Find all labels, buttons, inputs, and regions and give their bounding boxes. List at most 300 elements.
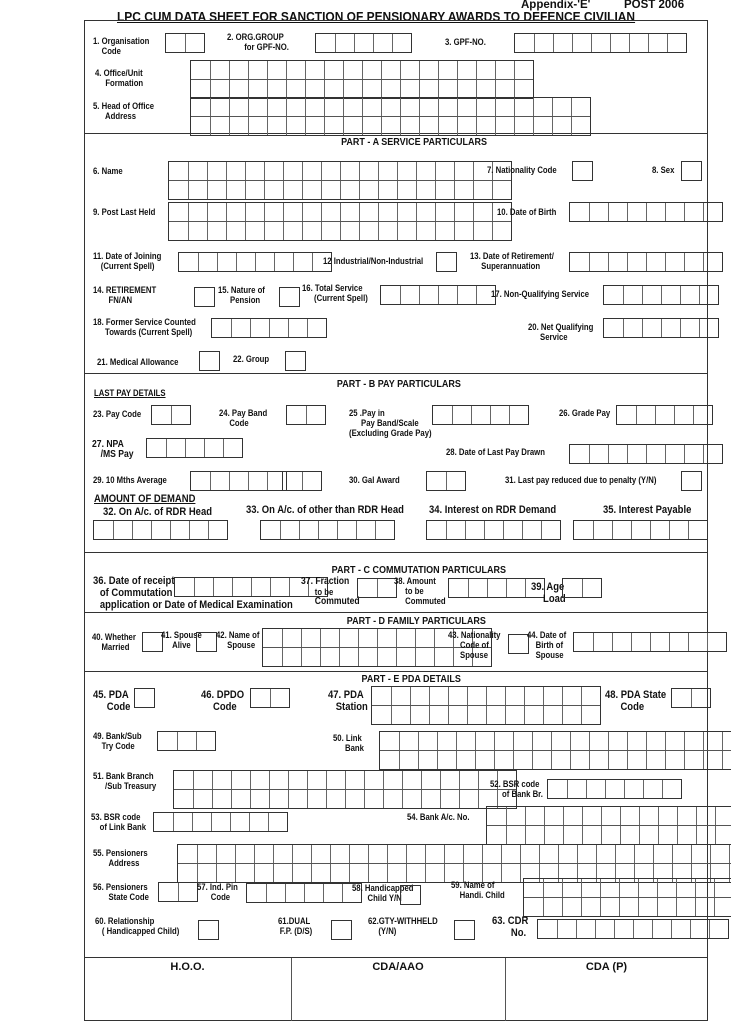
char-box[interactable] xyxy=(563,579,582,597)
former-service-boxes[interactable] xyxy=(211,318,327,338)
spouse-dob-boxes[interactable] xyxy=(573,632,727,652)
char-box[interactable] xyxy=(612,521,631,539)
char-box[interactable] xyxy=(311,845,330,863)
char-box[interactable] xyxy=(570,203,589,221)
char-box[interactable] xyxy=(620,807,639,825)
char-box[interactable] xyxy=(213,578,232,596)
char-box[interactable] xyxy=(642,319,661,337)
char-box[interactable] xyxy=(323,884,342,902)
char-box[interactable] xyxy=(400,80,419,98)
char-box[interactable] xyxy=(524,687,543,705)
gpf-no-boxes[interactable] xyxy=(514,33,687,53)
head-of-office-boxes[interactable] xyxy=(190,97,591,136)
char-box[interactable] xyxy=(600,898,619,916)
char-box[interactable] xyxy=(199,921,218,939)
link-bank-boxes[interactable] xyxy=(379,731,731,770)
char-box[interactable] xyxy=(427,472,446,490)
char-box[interactable] xyxy=(274,253,293,271)
char-box[interactable] xyxy=(400,98,419,116)
char-box[interactable] xyxy=(638,879,657,897)
char-box[interactable] xyxy=(665,732,684,750)
char-box[interactable] xyxy=(482,845,501,863)
char-box[interactable] xyxy=(624,780,643,798)
char-box[interactable] xyxy=(378,222,397,240)
char-box[interactable] xyxy=(658,807,677,825)
char-box[interactable] xyxy=(402,790,421,808)
char-box[interactable] xyxy=(684,732,703,750)
char-box[interactable] xyxy=(188,181,207,199)
char-box[interactable] xyxy=(216,864,235,882)
char-box[interactable] xyxy=(604,319,623,337)
char-box[interactable] xyxy=(280,288,299,306)
char-box[interactable] xyxy=(534,34,553,52)
char-box[interactable] xyxy=(435,203,454,221)
char-box[interactable] xyxy=(595,920,614,938)
char-box[interactable] xyxy=(152,406,171,424)
char-box[interactable] xyxy=(381,286,400,304)
char-box[interactable] xyxy=(151,521,170,539)
char-box[interactable] xyxy=(345,771,364,789)
char-box[interactable] xyxy=(286,80,305,98)
char-box[interactable] xyxy=(506,807,525,825)
char-box[interactable] xyxy=(337,521,356,539)
char-box[interactable] xyxy=(364,771,383,789)
char-box[interactable] xyxy=(302,222,321,240)
char-box[interactable] xyxy=(402,771,421,789)
char-box[interactable] xyxy=(381,98,400,116)
char-box[interactable] xyxy=(577,845,596,863)
char-box[interactable] xyxy=(375,521,394,539)
char-box[interactable] xyxy=(185,439,204,457)
char-box[interactable] xyxy=(254,864,273,882)
net-qualifying-service-boxes[interactable] xyxy=(603,318,719,338)
char-box[interactable] xyxy=(113,521,132,539)
char-box[interactable] xyxy=(448,706,467,724)
char-box[interactable] xyxy=(593,521,612,539)
handicapped-child-name-boxes[interactable] xyxy=(523,878,731,917)
char-box[interactable] xyxy=(356,521,375,539)
char-box[interactable] xyxy=(318,521,337,539)
handicapped-child-box[interactable] xyxy=(400,885,421,905)
char-box[interactable] xyxy=(301,648,320,666)
char-box[interactable] xyxy=(676,879,695,897)
char-box[interactable] xyxy=(646,751,665,769)
char-box[interactable] xyxy=(586,780,605,798)
char-box[interactable] xyxy=(343,61,362,79)
char-box[interactable] xyxy=(684,253,703,271)
char-box[interactable] xyxy=(299,521,318,539)
char-box[interactable] xyxy=(273,845,292,863)
char-box[interactable] xyxy=(212,771,231,789)
char-box[interactable] xyxy=(267,61,286,79)
char-box[interactable] xyxy=(207,222,226,240)
char-box[interactable] xyxy=(174,790,193,808)
10-months-average-boxes[interactable] xyxy=(190,471,287,491)
char-box[interactable] xyxy=(268,813,287,831)
char-box[interactable] xyxy=(633,920,652,938)
char-box[interactable] xyxy=(494,751,513,769)
char-box[interactable] xyxy=(446,472,465,490)
char-box[interactable] xyxy=(415,648,434,666)
char-box[interactable] xyxy=(207,162,226,180)
char-box[interactable] xyxy=(570,732,589,750)
char-box[interactable] xyxy=(437,751,456,769)
char-box[interactable] xyxy=(703,751,722,769)
char-box[interactable] xyxy=(282,648,301,666)
group-box[interactable] xyxy=(285,351,306,371)
char-box[interactable] xyxy=(615,845,634,863)
char-box[interactable] xyxy=(292,864,311,882)
retirement-fn-an-box[interactable] xyxy=(194,287,215,307)
char-box[interactable] xyxy=(438,117,457,135)
char-box[interactable] xyxy=(614,920,633,938)
char-box[interactable] xyxy=(397,181,416,199)
char-box[interactable] xyxy=(196,732,215,750)
char-box[interactable] xyxy=(581,706,600,724)
char-box[interactable] xyxy=(226,222,245,240)
char-box[interactable] xyxy=(543,687,562,705)
char-box[interactable] xyxy=(691,845,710,863)
char-box[interactable] xyxy=(487,807,506,825)
char-box[interactable] xyxy=(667,34,686,52)
char-box[interactable] xyxy=(627,203,646,221)
char-box[interactable] xyxy=(435,222,454,240)
char-box[interactable] xyxy=(236,253,255,271)
char-box[interactable] xyxy=(495,117,514,135)
char-box[interactable] xyxy=(267,117,286,135)
char-box[interactable] xyxy=(524,879,543,897)
char-box[interactable] xyxy=(169,222,188,240)
industrial-box[interactable] xyxy=(436,252,457,272)
char-box[interactable] xyxy=(581,898,600,916)
char-box[interactable] xyxy=(381,80,400,98)
char-box[interactable] xyxy=(495,80,514,98)
char-box[interactable] xyxy=(494,732,513,750)
char-box[interactable] xyxy=(293,253,312,271)
char-box[interactable] xyxy=(200,352,219,370)
char-box[interactable] xyxy=(340,203,359,221)
char-box[interactable] xyxy=(658,826,677,844)
char-box[interactable] xyxy=(191,61,210,79)
char-box[interactable] xyxy=(514,80,533,98)
char-box[interactable] xyxy=(368,845,387,863)
char-box[interactable] xyxy=(229,80,248,98)
char-box[interactable] xyxy=(703,203,722,221)
char-box[interactable] xyxy=(194,578,213,596)
char-box[interactable] xyxy=(251,578,270,596)
char-box[interactable] xyxy=(330,864,349,882)
char-box[interactable] xyxy=(266,884,285,902)
char-box[interactable] xyxy=(263,629,282,647)
char-box[interactable] xyxy=(551,732,570,750)
char-box[interactable] xyxy=(438,98,457,116)
gal-award-boxes[interactable] xyxy=(426,471,466,491)
char-box[interactable] xyxy=(600,879,619,897)
char-box[interactable] xyxy=(435,162,454,180)
char-box[interactable] xyxy=(362,98,381,116)
char-box[interactable] xyxy=(427,521,446,539)
char-box[interactable] xyxy=(456,732,475,750)
char-box[interactable] xyxy=(245,222,264,240)
char-box[interactable] xyxy=(627,445,646,463)
char-box[interactable] xyxy=(185,34,204,52)
char-box[interactable] xyxy=(305,117,324,135)
char-box[interactable] xyxy=(669,633,688,651)
char-box[interactable] xyxy=(416,203,435,221)
char-box[interactable] xyxy=(364,790,383,808)
char-box[interactable] xyxy=(457,98,476,116)
char-box[interactable] xyxy=(302,203,321,221)
char-box[interactable] xyxy=(684,203,703,221)
char-box[interactable] xyxy=(552,117,571,135)
char-box[interactable] xyxy=(425,864,444,882)
char-box[interactable] xyxy=(415,629,434,647)
char-box[interactable] xyxy=(648,34,667,52)
char-box[interactable] xyxy=(195,288,214,306)
char-box[interactable] xyxy=(166,439,185,457)
char-box[interactable] xyxy=(188,222,207,240)
char-box[interactable] xyxy=(321,162,340,180)
char-box[interactable] xyxy=(677,826,696,844)
char-box[interactable] xyxy=(623,319,642,337)
char-box[interactable] xyxy=(397,162,416,180)
char-box[interactable] xyxy=(514,98,533,116)
char-box[interactable] xyxy=(669,521,688,539)
char-box[interactable] xyxy=(373,34,392,52)
char-box[interactable] xyxy=(171,406,190,424)
bank-branch-boxes[interactable] xyxy=(173,770,517,809)
char-box[interactable] xyxy=(170,521,189,539)
char-box[interactable] xyxy=(229,98,248,116)
char-box[interactable] xyxy=(208,521,227,539)
char-box[interactable] xyxy=(680,286,699,304)
char-box[interactable] xyxy=(340,222,359,240)
char-box[interactable] xyxy=(383,771,402,789)
char-box[interactable] xyxy=(302,162,321,180)
char-box[interactable] xyxy=(250,771,269,789)
char-box[interactable] xyxy=(437,253,456,271)
char-box[interactable] xyxy=(286,352,305,370)
char-box[interactable] xyxy=(399,751,418,769)
char-box[interactable] xyxy=(387,864,406,882)
org-group-boxes[interactable] xyxy=(315,33,412,53)
char-box[interactable] xyxy=(543,706,562,724)
char-box[interactable] xyxy=(454,222,473,240)
char-box[interactable] xyxy=(380,751,399,769)
char-box[interactable] xyxy=(456,751,475,769)
char-box[interactable] xyxy=(570,253,589,271)
char-box[interactable] xyxy=(255,253,274,271)
char-box[interactable] xyxy=(324,117,343,135)
char-box[interactable] xyxy=(684,751,703,769)
char-box[interactable] xyxy=(231,790,250,808)
char-box[interactable] xyxy=(722,751,731,769)
char-box[interactable] xyxy=(169,203,188,221)
char-box[interactable] xyxy=(696,826,715,844)
char-box[interactable] xyxy=(380,732,399,750)
char-box[interactable] xyxy=(321,181,340,199)
char-box[interactable] xyxy=(495,98,514,116)
char-box[interactable] xyxy=(652,920,671,938)
char-box[interactable] xyxy=(688,521,707,539)
char-box[interactable] xyxy=(248,117,267,135)
sex-box[interactable] xyxy=(681,161,702,181)
char-box[interactable] xyxy=(562,706,581,724)
char-box[interactable] xyxy=(285,884,304,902)
dpdo-code-boxes[interactable] xyxy=(250,688,290,708)
char-box[interactable] xyxy=(627,253,646,271)
char-box[interactable] xyxy=(693,406,712,424)
char-box[interactable] xyxy=(425,845,444,863)
char-box[interactable] xyxy=(665,445,684,463)
char-box[interactable] xyxy=(211,813,230,831)
char-box[interactable] xyxy=(553,34,572,52)
spouse-nationality-box[interactable] xyxy=(508,634,529,654)
char-box[interactable] xyxy=(306,406,325,424)
char-box[interactable] xyxy=(372,687,391,705)
char-box[interactable] xyxy=(191,98,210,116)
char-box[interactable] xyxy=(525,807,544,825)
char-box[interactable] xyxy=(636,406,655,424)
char-box[interactable] xyxy=(339,629,358,647)
char-box[interactable] xyxy=(359,203,378,221)
char-box[interactable] xyxy=(177,732,196,750)
char-box[interactable] xyxy=(286,98,305,116)
char-box[interactable] xyxy=(416,181,435,199)
10-months-average-extra-boxes[interactable] xyxy=(282,471,322,491)
char-box[interactable] xyxy=(245,203,264,221)
char-box[interactable] xyxy=(623,286,642,304)
char-box[interactable] xyxy=(722,732,731,750)
char-box[interactable] xyxy=(406,845,425,863)
char-box[interactable] xyxy=(699,319,718,337)
char-box[interactable] xyxy=(349,864,368,882)
char-box[interactable] xyxy=(283,203,302,221)
char-box[interactable] xyxy=(362,61,381,79)
char-box[interactable] xyxy=(178,845,197,863)
char-box[interactable] xyxy=(524,898,543,916)
last-pay-reduced-box[interactable] xyxy=(681,471,702,491)
char-box[interactable] xyxy=(457,286,476,304)
char-box[interactable] xyxy=(217,253,236,271)
char-box[interactable] xyxy=(191,117,210,135)
char-box[interactable] xyxy=(657,898,676,916)
char-box[interactable] xyxy=(387,845,406,863)
char-box[interactable] xyxy=(682,162,701,180)
char-box[interactable] xyxy=(476,117,495,135)
pin-code-boxes[interactable] xyxy=(246,883,362,903)
char-box[interactable] xyxy=(596,845,615,863)
rdr-head-boxes[interactable] xyxy=(93,520,228,540)
npa-ms-pay-boxes[interactable] xyxy=(146,438,243,458)
char-box[interactable] xyxy=(324,61,343,79)
char-box[interactable] xyxy=(343,80,362,98)
nationality-code-box[interactable] xyxy=(572,161,593,181)
char-box[interactable] xyxy=(416,162,435,180)
char-box[interactable] xyxy=(286,61,305,79)
char-box[interactable] xyxy=(576,920,595,938)
char-box[interactable] xyxy=(515,34,534,52)
char-box[interactable] xyxy=(320,648,339,666)
char-box[interactable] xyxy=(665,203,684,221)
char-box[interactable] xyxy=(377,648,396,666)
char-box[interactable] xyxy=(248,61,267,79)
char-box[interactable] xyxy=(235,864,254,882)
char-box[interactable] xyxy=(305,61,324,79)
char-box[interactable] xyxy=(661,286,680,304)
char-box[interactable] xyxy=(378,162,397,180)
char-box[interactable] xyxy=(429,706,448,724)
char-box[interactable] xyxy=(340,181,359,199)
char-box[interactable] xyxy=(419,80,438,98)
char-box[interactable] xyxy=(653,845,672,863)
char-box[interactable] xyxy=(226,181,245,199)
char-box[interactable] xyxy=(368,864,387,882)
char-box[interactable] xyxy=(174,771,193,789)
char-box[interactable] xyxy=(539,845,558,863)
char-box[interactable] xyxy=(608,203,627,221)
pda-station-boxes[interactable] xyxy=(371,686,601,725)
char-box[interactable] xyxy=(302,472,321,490)
medical-allowance-box[interactable] xyxy=(199,351,220,371)
dual-fp-box[interactable] xyxy=(331,920,352,940)
char-box[interactable] xyxy=(320,629,339,647)
char-box[interactable] xyxy=(332,921,351,939)
gty-withheld-box[interactable] xyxy=(454,920,475,940)
char-box[interactable] xyxy=(143,633,162,651)
char-box[interactable] xyxy=(562,898,581,916)
char-box[interactable] xyxy=(229,61,248,79)
char-box[interactable] xyxy=(212,319,231,337)
char-box[interactable] xyxy=(193,771,212,789)
char-box[interactable] xyxy=(650,633,669,651)
char-box[interactable] xyxy=(397,222,416,240)
char-box[interactable] xyxy=(589,751,608,769)
char-box[interactable] xyxy=(154,813,173,831)
char-box[interactable] xyxy=(305,98,324,116)
char-box[interactable] xyxy=(463,845,482,863)
char-box[interactable] xyxy=(506,579,525,597)
char-box[interactable] xyxy=(699,286,718,304)
char-box[interactable] xyxy=(383,790,402,808)
char-box[interactable] xyxy=(261,521,280,539)
char-box[interactable] xyxy=(646,732,665,750)
name-boxes[interactable] xyxy=(168,161,512,200)
char-box[interactable] xyxy=(446,521,465,539)
char-box[interactable] xyxy=(226,162,245,180)
char-box[interactable] xyxy=(354,34,373,52)
char-box[interactable] xyxy=(650,521,669,539)
char-box[interactable] xyxy=(563,807,582,825)
char-box[interactable] xyxy=(455,921,474,939)
char-box[interactable] xyxy=(345,790,364,808)
char-box[interactable] xyxy=(467,687,486,705)
char-box[interactable] xyxy=(703,253,722,271)
pensioners-state-code-boxes[interactable] xyxy=(158,882,198,902)
bsr-code-link-bank-boxes[interactable] xyxy=(153,812,288,832)
char-box[interactable] xyxy=(283,472,302,490)
char-box[interactable] xyxy=(714,879,731,897)
char-box[interactable] xyxy=(646,203,665,221)
char-box[interactable] xyxy=(419,286,438,304)
char-box[interactable] xyxy=(601,826,620,844)
char-box[interactable] xyxy=(532,751,551,769)
char-box[interactable] xyxy=(631,633,650,651)
char-box[interactable] xyxy=(532,732,551,750)
char-box[interactable] xyxy=(204,439,223,457)
char-box[interactable] xyxy=(471,406,490,424)
char-box[interactable] xyxy=(715,826,731,844)
